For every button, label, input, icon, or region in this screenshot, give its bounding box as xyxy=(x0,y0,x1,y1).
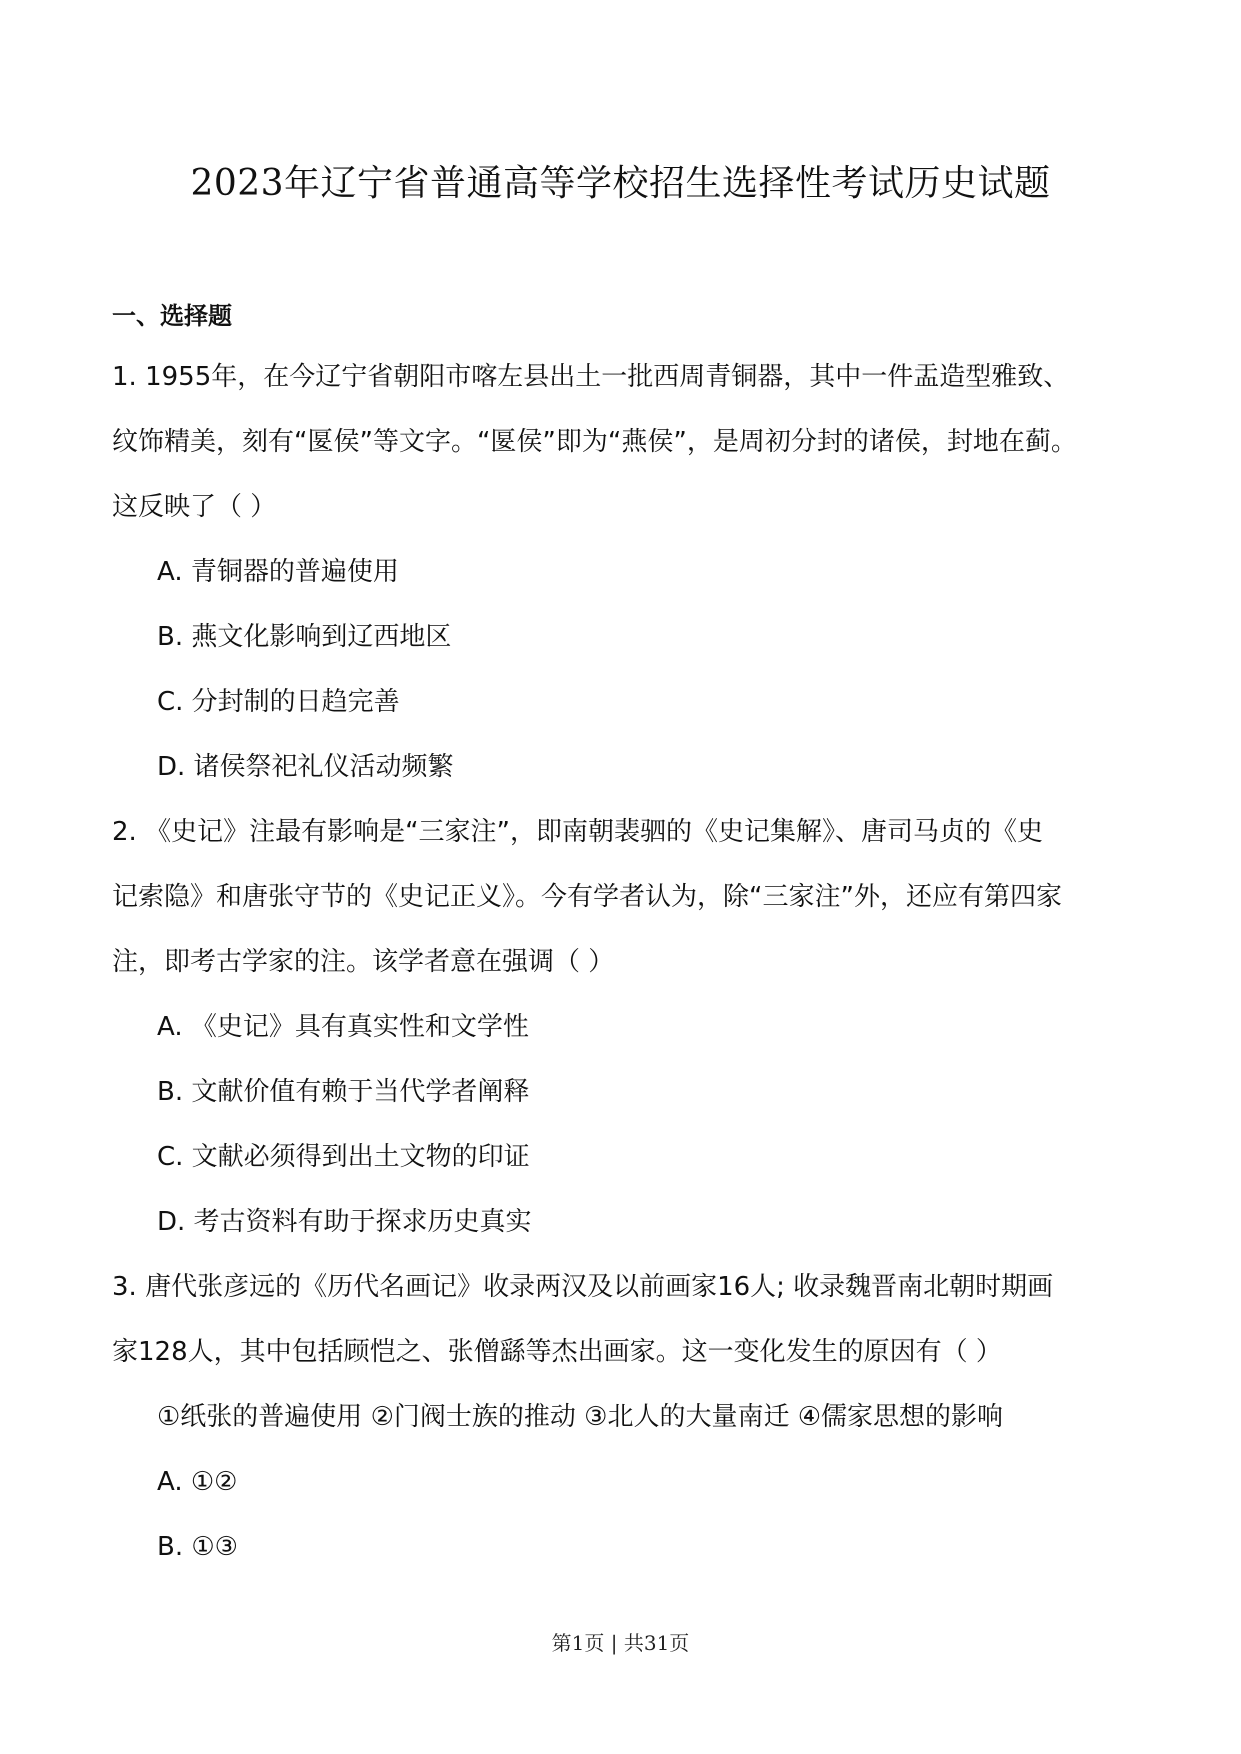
question-1-line-3: 这反映了（ ） xyxy=(112,492,277,522)
question-1-option-a: A. 青铜器的普遍使用 xyxy=(157,557,399,587)
question-3-statements: ①纸张的普遍使用 ②门阀士族的推动 ③北人的大量南迁 ④儒家思想的影响 xyxy=(157,1402,1004,1432)
question-1-option-d: D. 诸侯祭祀礼仪活动频繁 xyxy=(157,752,454,782)
question-2-option-d: D. 考古资料有助于探求历史真实 xyxy=(157,1207,532,1237)
question-1-option-b: B. 燕文化影响到辽西地区 xyxy=(157,622,452,652)
question-3-option-b: B. ①③ xyxy=(157,1532,238,1562)
question-1-line-1: 1. 1955年，在今辽宁省朝阳市喀左县出土一批西周青铜器，其中一件盂造型雅致、 xyxy=(112,362,1070,392)
question-1-option-c: C. 分封制的日趋完善 xyxy=(157,687,400,717)
question-3-option-a: A. ①② xyxy=(157,1467,238,1497)
question-2-option-a: A. 《史记》具有真实性和文学性 xyxy=(157,1012,529,1042)
question-2-line-1: 2. 《史记》注最有影响是“三家注”，即南朝裴驷的《史记集解》、唐司马贞的《史 xyxy=(112,817,1044,847)
section-heading: 一、选择题 xyxy=(112,302,232,330)
page-footer: 第1页 | 共31页 xyxy=(551,1631,690,1655)
page-title: 2023年辽宁省普通高等学校招生选择性考试历史试题 xyxy=(190,163,1051,204)
question-3-line-2: 家128人，其中包括顾恺之、张僧繇等杰出画家。这一变化发生的原因有（ ） xyxy=(112,1337,1002,1367)
question-2-line-3: 注，即考古学家的注。该学者意在强调（ ） xyxy=(112,947,615,977)
question-2-option-b: B. 文献价值有赖于当代学者阐释 xyxy=(157,1077,530,1107)
question-3-line-1: 3. 唐代张彦远的《历代名画记》收录两汉及以前画家16人; 收录魏晋南北朝时期画 xyxy=(112,1272,1054,1302)
question-1-line-2: 纹饰精美，刻有“匽侯”等文字。“匽侯”即为“燕侯”，是周初分封的诸侯，封地在蓟。 xyxy=(112,427,1077,457)
question-2-line-2: 记索隐》和唐张守节的《史记正义》。今有学者认为，除“三家注”外，还应有第四家 xyxy=(112,882,1062,912)
question-2-option-c: C. 文献必须得到出土文物的印证 xyxy=(157,1142,530,1172)
